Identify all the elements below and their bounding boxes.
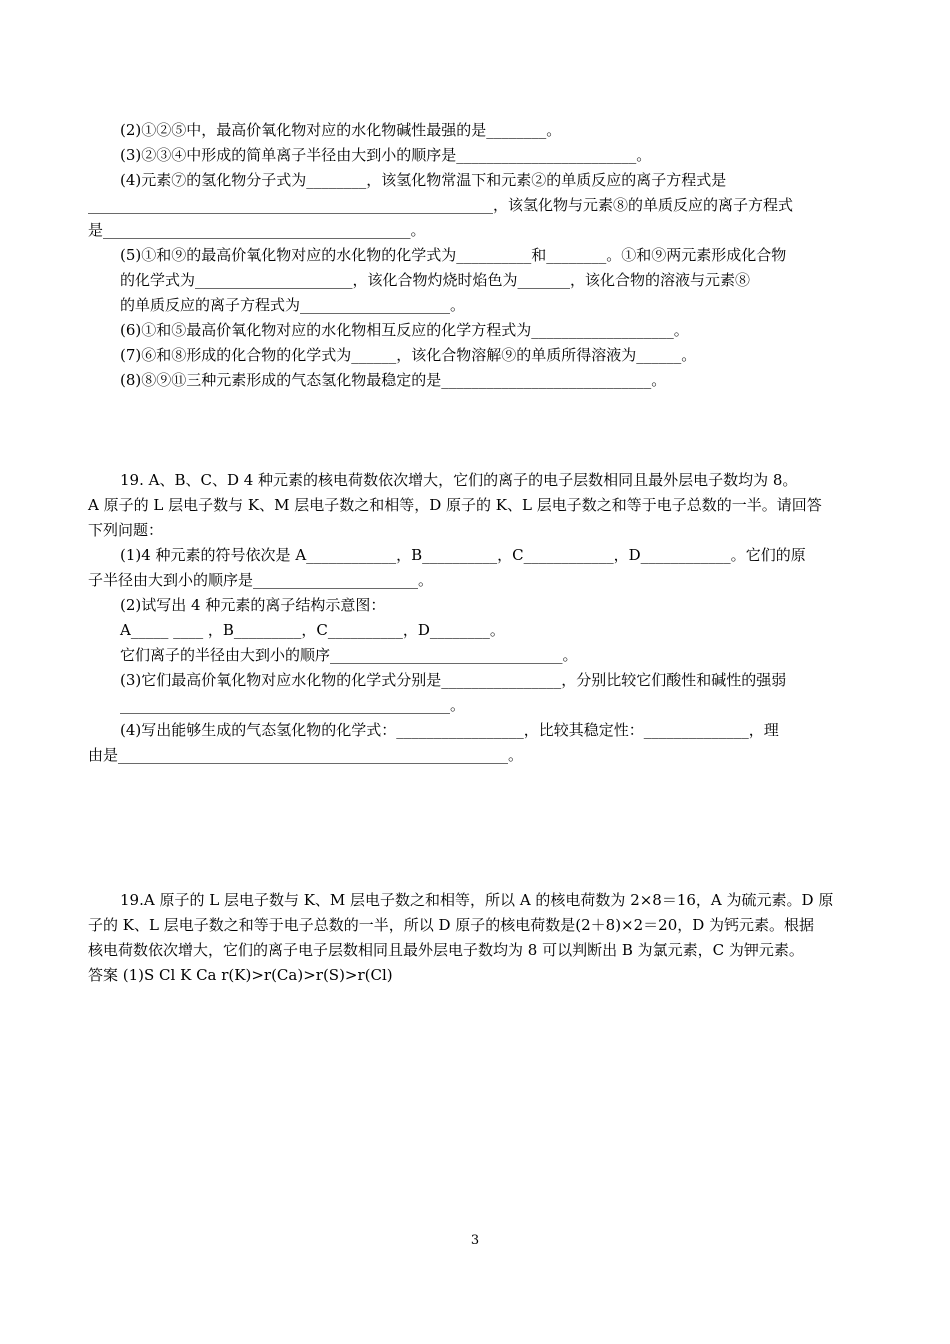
q18-part4-line2: ______________________________________________________，该氢化物与元素⑧的单质反应的离子方程式: [88, 196, 794, 214]
q19-stem-line2: A 原子的 L 层电子数与 K、M 层电子数之和相等，D 原子的 K、L 层电子数之和等于电子总数的一半。请回答: [88, 496, 822, 514]
q18-part7: (7)⑥和⑧形成的化合物的化学式为______，该化合物溶解⑨的单质所得溶液为______。: [120, 346, 697, 364]
q18-part5-line3: 的单质反应的离子方程式为____________________。: [120, 296, 466, 314]
page-number: 3: [470, 1233, 480, 1248]
q19-stem-line3: 下列问题：: [88, 521, 164, 539]
q19-part2-line3: 它们离子的半径由大到小的顺序_______________________________。: [120, 646, 578, 664]
answer-line4: 答案 (1)S Cl K Ca r(K)>r(Ca)>r(S)>r(Cl): [88, 966, 393, 984]
q18-part5-line1: (5)①和⑨的最高价氧化物对应的水化物的化学式为__________和________。①和⑨两元素形成化合物: [120, 246, 787, 264]
q19-part1-line2: 子半径由大到小的顺序是______________________。: [88, 571, 434, 589]
answer-line3: 核电荷数依次增大，它们的离子电子层数相同且最外层电子数均为 8 可以判断出 B 为氯元素，C 为钾元素。: [88, 941, 804, 959]
answer-line1: 19.A 原子的 L 层电子数与 K、M 层电子数之和相等，所以 A 的核电荷数为 2×8＝16，A 为硫元素。D 原: [120, 891, 834, 909]
q18-part3: (3)②③④中形成的简单离子半径由大到小的顺序是________________________。: [120, 146, 652, 164]
q19-part3-line2: ____________________________________________。: [120, 696, 466, 714]
q19-part2-line1: (2)试写出 4 种元素的离子结构示意图：: [120, 596, 386, 614]
q18-part5-line2: 的化学式为_____________________，该化合物灼烧时焰色为_______，该化合物的溶液与元素⑧: [120, 271, 751, 289]
q19-part4-line1: (4)写出能够生成的气态氢化物的化学式：_________________，比较其稳定性：______________，理: [120, 721, 779, 739]
q18-part2: (2)①②⑤中，最高价氧化物对应的水化物碱性最强的是________。: [120, 121, 562, 139]
q19-part2-line2: A_____ ____ ，B_________，C__________，D________。: [120, 621, 505, 639]
q19-stem-line1: 19. A、B、C、D 4 种元素的核电荷数依次增大，它们的离子的电子层数相同且最外层电子数均为 8。: [120, 471, 798, 489]
answer-line2: 子的 K、L 层电子数之和等于电子总数的一半，所以 D 原子的核电荷数是(2＋8)×2＝20，D 为钙元素。根据: [88, 916, 815, 934]
q18-part4-line3: 是_________________________________________。: [88, 221, 426, 239]
q18-part6: (6)①和⑤最高价氧化物对应的水化物相互反应的化学方程式为___________________。: [120, 321, 689, 339]
q19-part3-line1: (3)它们最高价氧化物对应水化物的化学式分别是________________，分别比较它们酸性和碱性的强弱: [120, 671, 787, 689]
q18-part8: (8)⑧⑨⑪三种元素形成的气态氢化物最稳定的是____________________________。: [120, 371, 667, 389]
q19-part4-line2: 由是____________________________________________________。: [88, 746, 524, 764]
q18-part4-line1: (4)元素⑦的氢化物分子式为________，该氢化物常温下和元素②的单质反应的离子方程式是: [120, 171, 727, 189]
q19-part1-line1: (1)4 种元素的符号依次是 A____________，B__________，C____________，D____________。它们的原: [120, 546, 806, 564]
